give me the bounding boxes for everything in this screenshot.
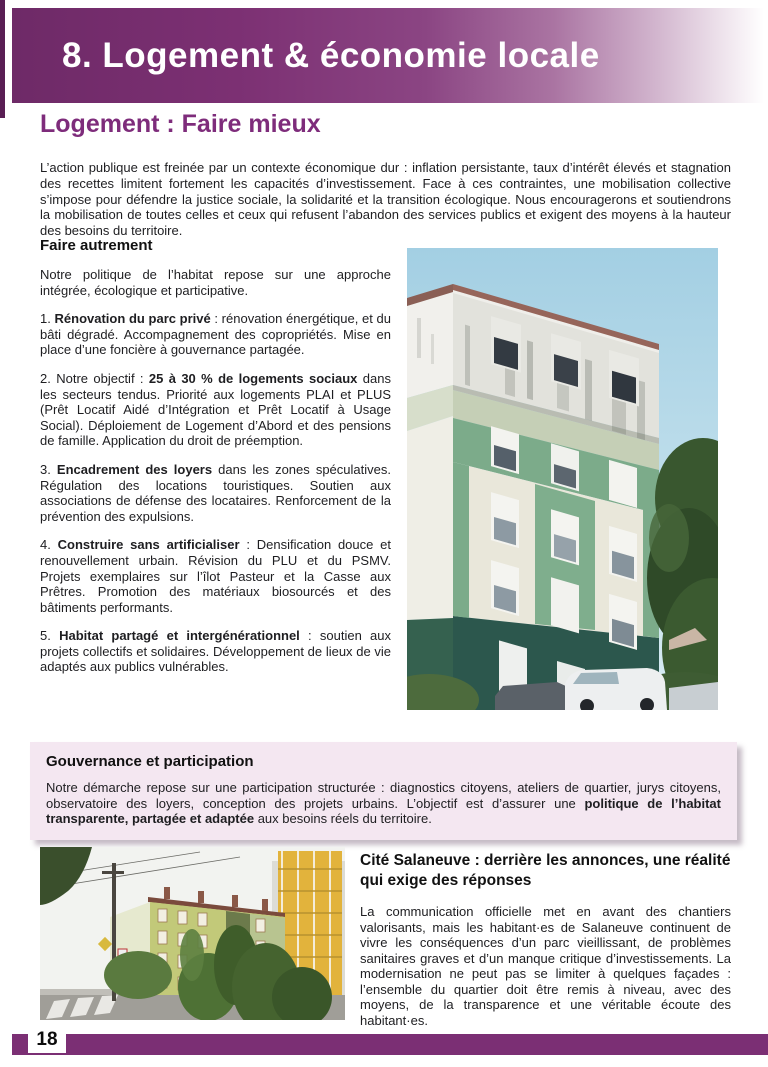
building [407,284,659,710]
policy-paragraph-1: 1. Rénovation du parc privé : rénovation énergétique, et du bâti dégradé. Accompagnement des copropriétés. Mise en place d’une foncière à gouvernance partagée. [40,311,391,358]
faire-autrement-heading: Faire autrement [40,237,153,254]
governance-box [30,742,737,840]
governance-heading: Gouvernance et participation [46,753,254,770]
page-number: 18 [28,1026,66,1053]
chapter-title: 8. Logement & économie locale [62,35,600,75]
policy-paragraph-5: 5. Habitat partagé et intergénérationnel : soutien aux projets collectifs et solidaires. Développement de lieux de vie adaptés aux publics vulnérables. [40,628,391,675]
faire-autrement-column [40,237,391,688]
section-intro: L’action publique est freinée par un contexte économique dur : inflation persistante, taux d’intérêt élevés et stagnation des recettes limitent fortement les capacités d’investissement. Face à ces contraintes, une mobilisation collective s’impose pour défendre la justice sociale, la solidarité et la transition écologique. Nous encouragerons et soutiendrons la mobilisation de toutes celles et ceux qui refusent l’abandon des services publics et exigent des moyens à la hauteur des besoins du territoire. [40,160,731,239]
street-renovation-photo [40,847,345,1020]
salaneuve-heading: Cité Salaneuve : derrière les annonces, une réalité qui exige des réponses [360,852,731,889]
salaneuve-body: La communication officielle met en avant des chantiers valorisants, mais les habitant·es de Salaneuve continuent de vivre les conséquences d’un parc vieillissant, de problèmes sanitaires graves et d’un manque critique d’investissements. La modernisation ne peut pas se limiter à quelques façades : l’ensemble du quartier doit être remis à niveau, avec des moyens, de la transparence et une véritable écoute des habitant·es. [360,904,731,1028]
policy-paragraph-4: 4. Construire sans artificialiser : Densification douce et renouvellement urbain. Révision du PLU et du PSMV. Projets exemplaires sur l’îlot Pasteur et la Casse aux Prêtres. Promotion des matériaux biosourcés et des bâtiments performants. [40,537,391,615]
chapter-banner [12,8,764,103]
policy-paragraph-3: 3. Encadrement des loyers dans les zones spéculatives. Régulation des locations touristiques. Soutien aux associations de défense des locataires. Renforcement de la prévention des expulsions. [40,461,391,524]
salaneuve-section [360,851,731,1028]
apartment-building-photo-art [407,248,718,710]
policy-paragraph-2: 2. Notre objectif : 25 à 30 % de logements sociaux dans les secteurs tendus. Priorité aux logements PLAI et PLUS (Prêt Locatif Aidé d’Intégration et Prêt Locatif à Usage Social). Déploiement de Logement d’Abord et des pensions de famille. Application du droit de préemption. [40,370,391,449]
apartment-building-photo [407,248,718,710]
left-accent-strip [0,0,5,118]
policy-paragraph-0: Notre politique de l’habitat repose sur une approche intégrée, écologique et participative. [40,267,391,298]
governance-body: Notre démarche repose sur une participation structurée : diagnostics citoyens, ateliers de quartier, jurys citoyens, observatoire des loyers, conception des projets urbains. L’objectif est d’assurer une politique de l’habitat transparente, partagée et adaptée aux besoins réels du territoire. [46,780,721,827]
section-title: Logement : Faire mieux [40,110,321,138]
footer-bar [12,1034,768,1055]
street-renovation-photo-art [40,847,345,1020]
